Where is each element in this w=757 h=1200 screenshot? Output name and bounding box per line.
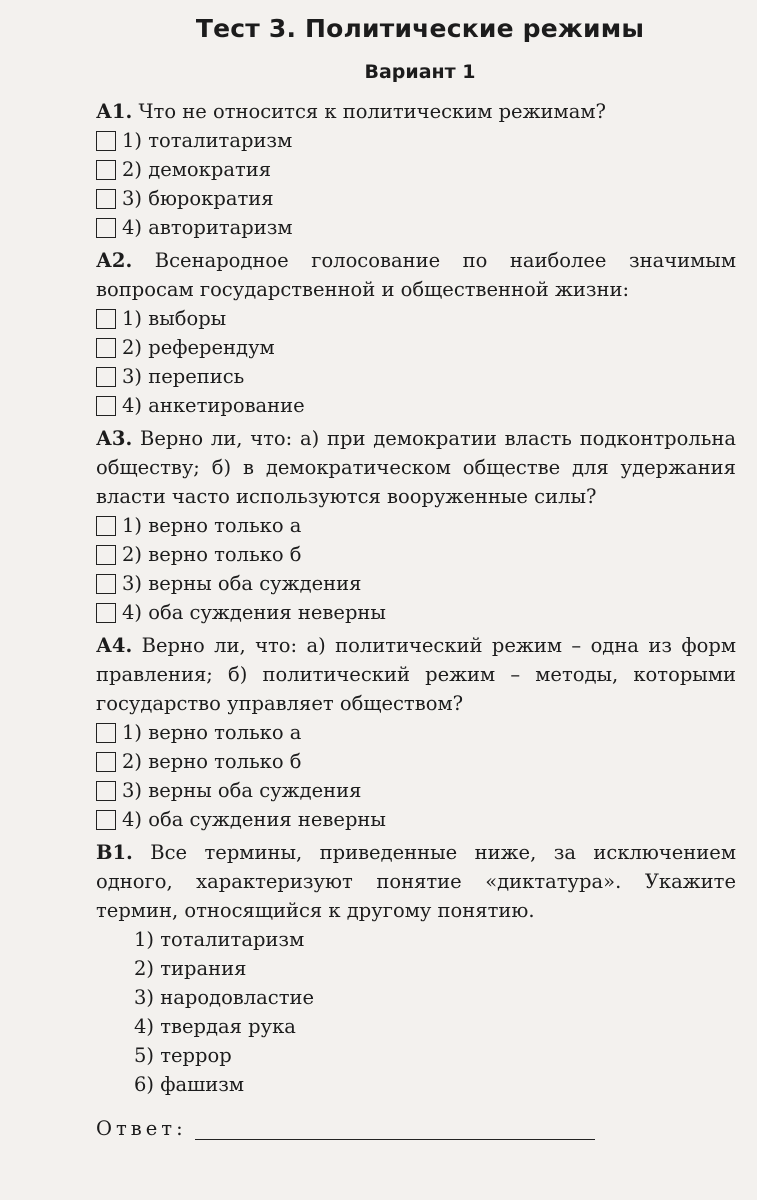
option-label: 1) верно только а — [122, 721, 302, 744]
answer-field[interactable] — [195, 1119, 595, 1140]
option-row[interactable] — [96, 540, 736, 569]
question-a4 — [96, 631, 736, 834]
checkbox[interactable] — [96, 338, 116, 358]
option-label: 2) демократия — [122, 158, 272, 181]
option-label: 4) анкетирование — [122, 394, 305, 417]
checkbox[interactable] — [96, 160, 116, 180]
question-text — [96, 246, 736, 304]
checkbox[interactable] — [96, 131, 116, 151]
option-label: 3) перепись — [122, 365, 245, 388]
checkbox[interactable] — [96, 189, 116, 209]
option-row[interactable] — [96, 747, 736, 776]
question-body: Что не относится к политическим режимам? — [138, 100, 606, 123]
question-b1 — [96, 838, 736, 1099]
checkbox[interactable] — [96, 781, 116, 801]
term-item: 6) фашизм — [134, 1073, 245, 1096]
option-label: 4) авторитаризм — [122, 216, 293, 239]
term-item: 2) тирания — [134, 957, 247, 980]
question-text — [96, 631, 736, 718]
option-label: 1) тоталитаризм — [122, 129, 293, 152]
question-body: Все термины, приведенные ниже, за исключением одного, характеризуют понятие «диктатура». Укажите термин, относящийся к другому понятию. — [96, 841, 737, 922]
term-item: 4) твердая рука — [134, 1015, 296, 1038]
question-number: А2. — [96, 249, 133, 272]
question-number: В1. — [96, 841, 133, 864]
option-row[interactable] — [96, 213, 736, 242]
option-row[interactable] — [96, 718, 736, 747]
option-label: 3) верны оба суждения — [122, 779, 362, 802]
answer-label: Ответ: — [96, 1117, 187, 1140]
checkbox[interactable] — [96, 723, 116, 743]
question-number: А4. — [96, 634, 133, 657]
checkbox[interactable] — [96, 574, 116, 594]
term-item: 5) террор — [134, 1044, 232, 1067]
test-page — [96, 14, 736, 1140]
question-body: Верно ли, что: а) политический режим – одна из форм правления; б) политический режим – методы, которыми государство управляет обществом? — [96, 634, 736, 715]
option-row[interactable] — [96, 362, 736, 391]
checkbox[interactable] — [96, 218, 116, 238]
option-label: 3) бюрократия — [122, 187, 274, 210]
option-row[interactable] — [96, 126, 736, 155]
term-item: 1) тоталитаризм — [134, 928, 305, 951]
question-a1 — [96, 97, 736, 242]
question-a2 — [96, 246, 736, 420]
option-label: 2) верно только б — [122, 750, 302, 773]
checkbox[interactable] — [96, 367, 116, 387]
option-row[interactable] — [96, 569, 736, 598]
page-title: Тест 3. Политические режимы — [195, 14, 645, 43]
option-label: 1) верно только а — [122, 514, 302, 537]
checkbox[interactable] — [96, 545, 116, 565]
option-row[interactable] — [96, 391, 736, 420]
option-label: 3) верны оба суждения — [122, 572, 362, 595]
question-body: Верно ли, что: а) при демократии власть подконтрольна обществу; б) в демократическом обществе для удержания власти часто используются вооруженные силы? — [96, 427, 736, 508]
question-a3 — [96, 424, 736, 627]
option-row[interactable] — [96, 598, 736, 627]
option-label: 1) выборы — [122, 307, 227, 330]
option-label: 4) оба суждения неверны — [122, 808, 386, 831]
checkbox[interactable] — [96, 516, 116, 536]
question-text — [96, 424, 736, 511]
option-label: 2) верно только б — [122, 543, 302, 566]
option-row[interactable] — [96, 511, 736, 540]
option-row[interactable] — [96, 155, 736, 184]
term-item: 3) народовластие — [134, 986, 315, 1009]
variant-heading: Вариант 1 — [364, 61, 476, 83]
term-list — [134, 925, 736, 1099]
checkbox[interactable] — [96, 396, 116, 416]
question-number: А3. — [96, 427, 133, 450]
option-label: 2) референдум — [122, 336, 275, 359]
checkbox[interactable] — [96, 309, 116, 329]
checkbox[interactable] — [96, 810, 116, 830]
option-row[interactable] — [96, 776, 736, 805]
option-row[interactable] — [96, 333, 736, 362]
question-text — [96, 97, 736, 126]
option-row[interactable] — [96, 805, 736, 834]
question-number: А1. — [96, 100, 133, 123]
option-row[interactable] — [96, 304, 736, 333]
option-row[interactable] — [96, 184, 736, 213]
question-body: Всенародное голосование по наиболее значимым вопросам государственной и общественной жизни: — [96, 249, 736, 301]
checkbox[interactable] — [96, 752, 116, 772]
option-label: 4) оба суждения неверны — [122, 601, 386, 624]
checkbox[interactable] — [96, 603, 116, 623]
question-text — [96, 838, 736, 925]
answer-row — [96, 1117, 736, 1140]
